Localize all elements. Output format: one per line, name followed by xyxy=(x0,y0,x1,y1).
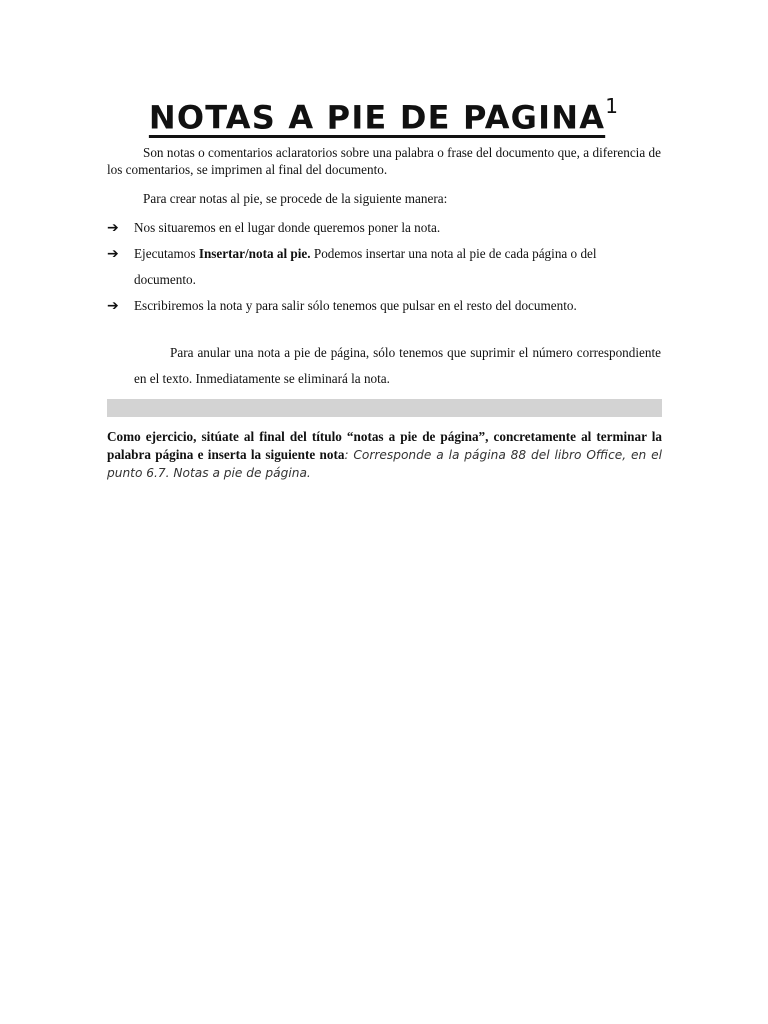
step-bold-text: Insertar/nota al pie. xyxy=(198,246,311,261)
exercise-text: Como ejercicio, sitúate al final del título “notas a pie de página”, concretamente al terminar la palabra página e inserta la siguiente nota xyxy=(107,429,662,462)
step-text: Podemos insertar una nota al pie de cada página o del documento. xyxy=(134,246,597,287)
page-title xyxy=(0,86,768,142)
step-text: Ejecutamos xyxy=(134,246,199,261)
intro-paragraph xyxy=(107,144,661,178)
list-item xyxy=(107,241,661,293)
shaded-divider xyxy=(107,399,662,417)
how-to-paragraph: Para crear notas al pie, se procede de la siguiente manera: xyxy=(143,191,448,206)
arrow-right-icon: ➔ xyxy=(107,298,119,314)
annul-text: Para anular una nota a pie de página, sólo tenemos que suprimir el número correspondiente en el texto. Inmediatamente se eliminará la nota. xyxy=(134,345,661,386)
step-text: Nos situaremos en el lugar donde queremos poner la nota. xyxy=(134,220,441,235)
annul-paragraph xyxy=(134,340,661,392)
title-text: NOTAS A PIE DE PAGINA xyxy=(148,98,606,137)
arrow-right-icon: ➔ xyxy=(107,220,119,236)
exercise-note: : Corresponde a la página 88 del libro Office, en el punto 6.7. Notas a pie de página. xyxy=(107,448,663,480)
list-item xyxy=(107,215,661,241)
intro-text: Son notas o comentarios aclaratorios sobre una palabra o frase del documento que, a diferencia de los comentarios, se imprimen al final del documento. xyxy=(107,145,661,177)
list-item xyxy=(107,293,661,319)
step-text: Escribiremos la nota y para salir sólo tenemos que pulsar en el resto del documento. xyxy=(134,298,577,313)
arrow-right-icon: ➔ xyxy=(107,246,119,262)
exercise-paragraph xyxy=(107,428,662,482)
footnote-marker: 1 xyxy=(605,94,620,118)
steps-list xyxy=(107,215,661,319)
